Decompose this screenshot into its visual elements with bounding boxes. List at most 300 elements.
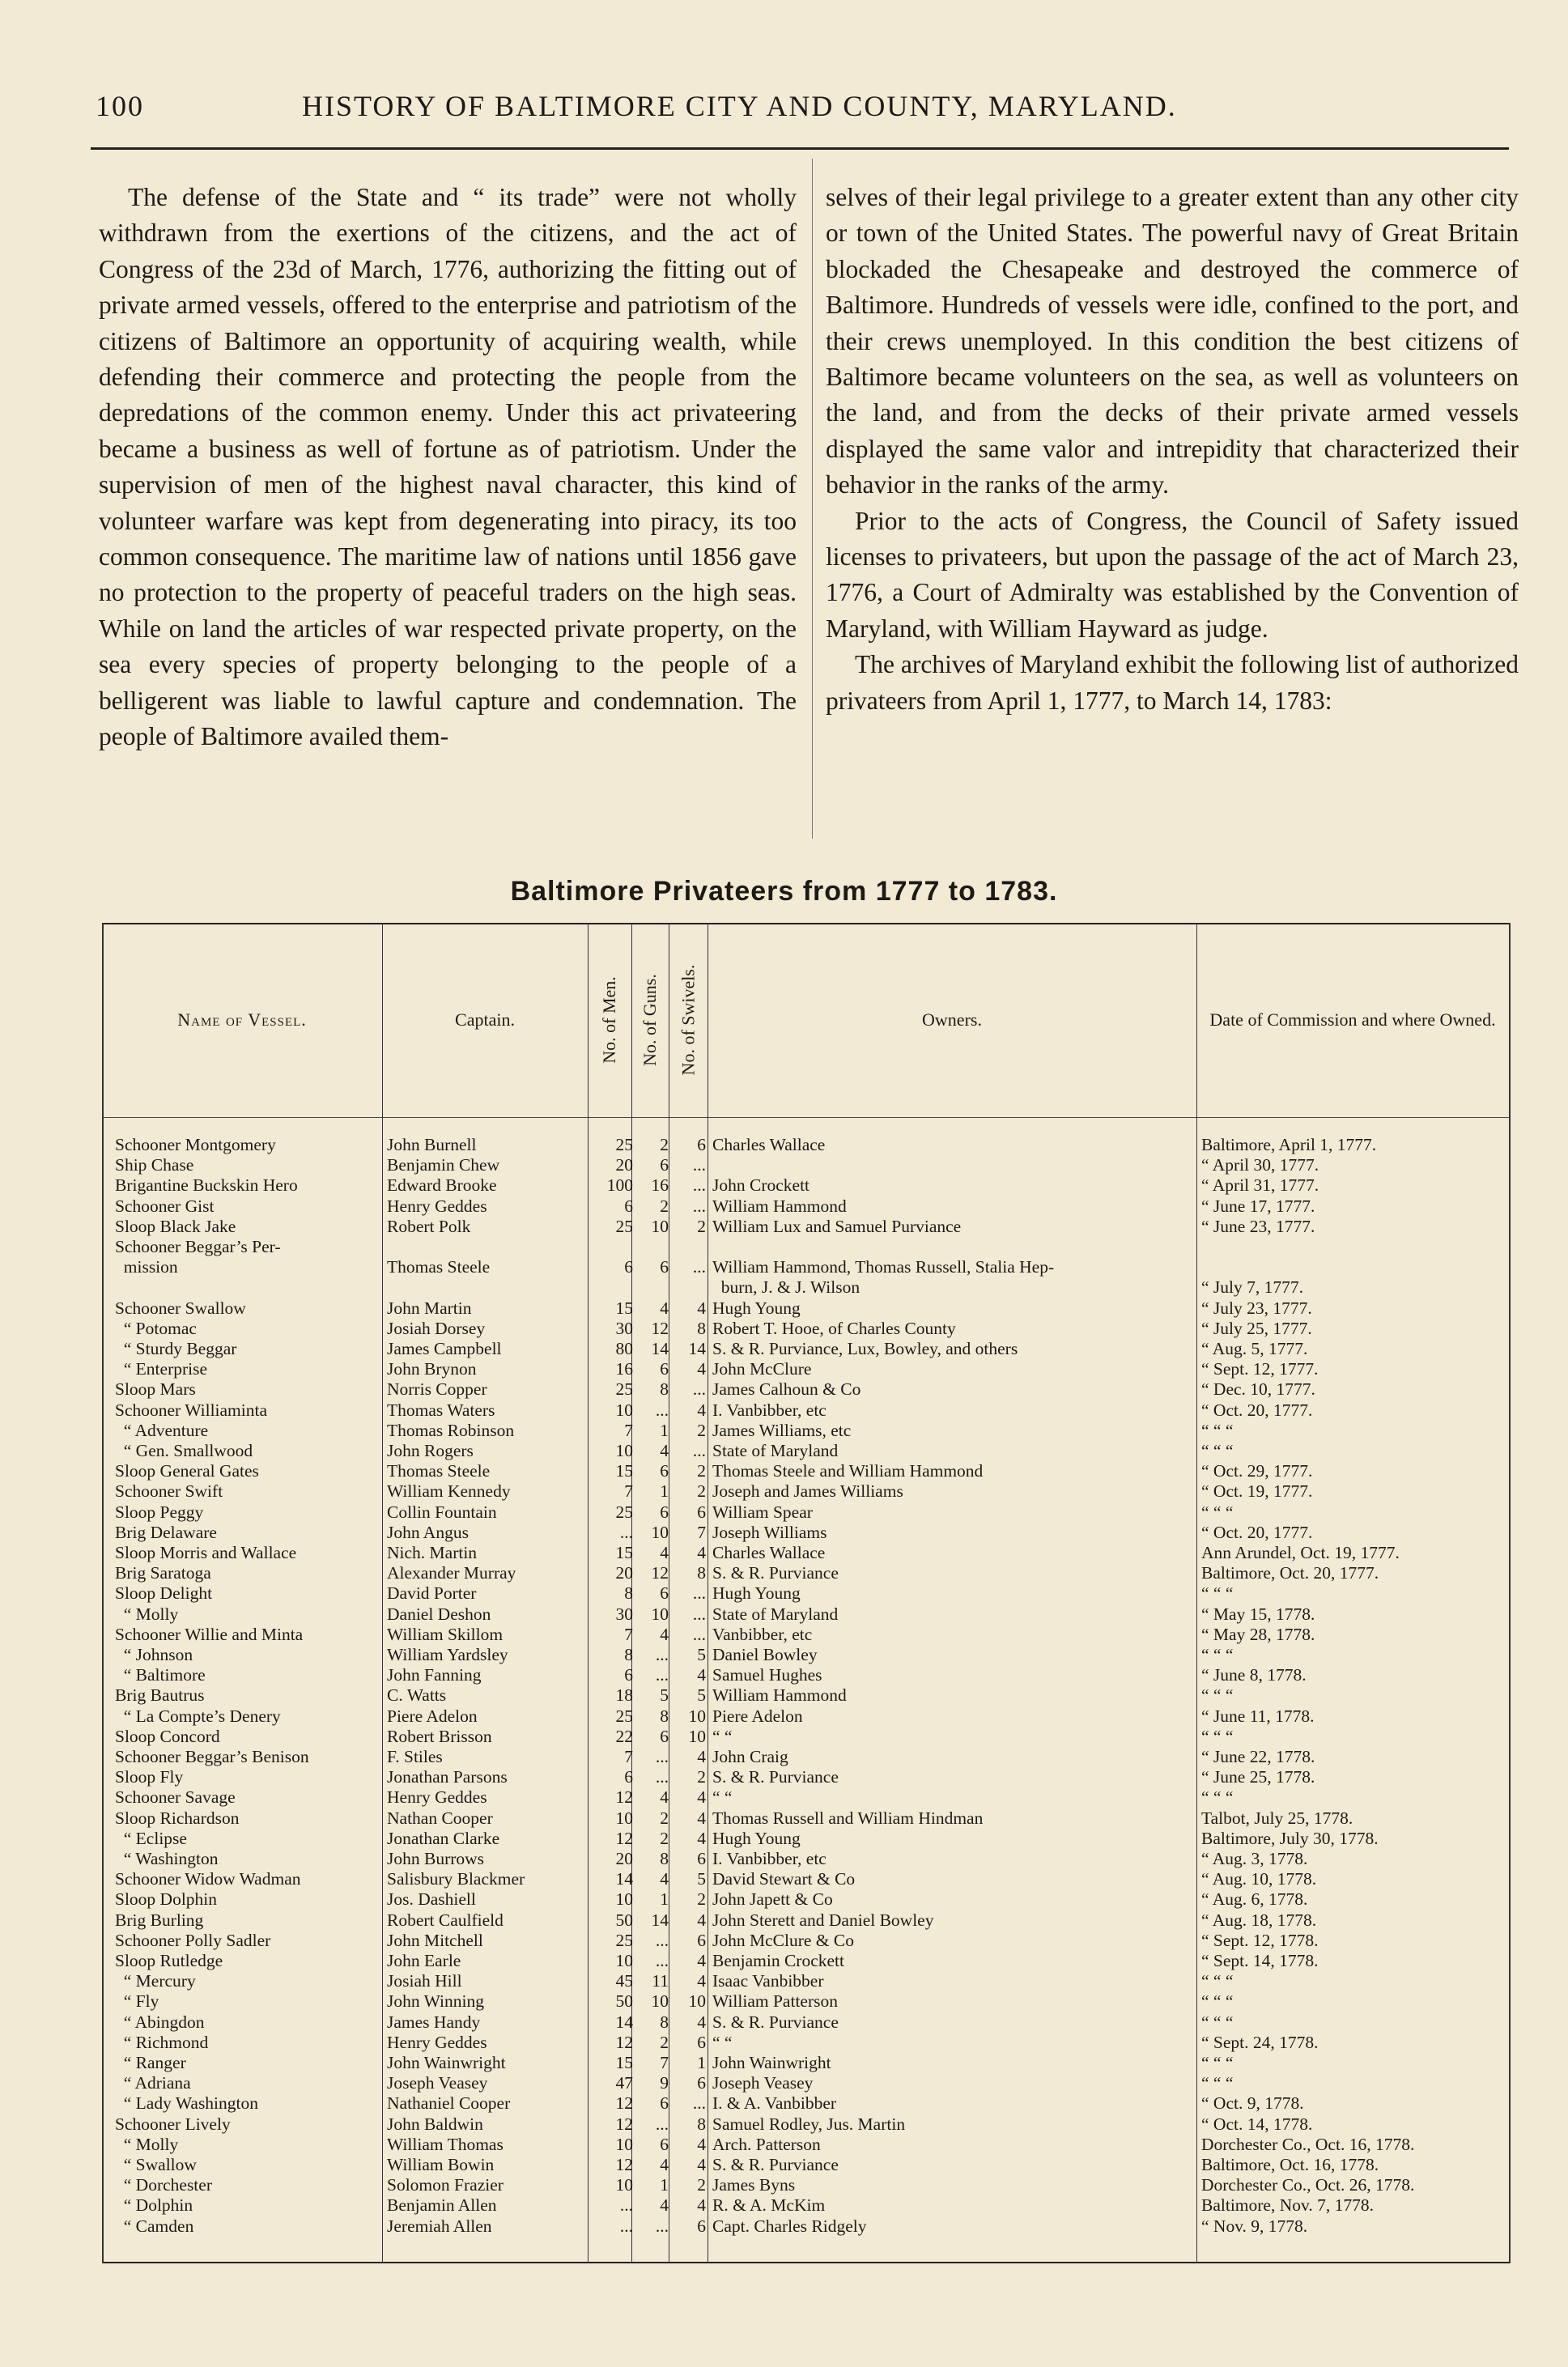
swivels-cell: 2 xyxy=(697,1889,706,1910)
captain-cell: Jos. Dashiell xyxy=(387,1889,476,1910)
table-header-rule xyxy=(102,1117,1511,1118)
captain-cell: Nich. Martin xyxy=(387,1543,478,1562)
owners-cell: Hugh Young xyxy=(712,1583,801,1604)
men-cell: 6 xyxy=(624,1257,633,1277)
captain-cell: James Handy xyxy=(387,2012,481,2032)
vessel-cell: “ Mercury xyxy=(115,1971,196,1991)
guns-cell: 4 xyxy=(660,2155,669,2174)
owners-cell: S. & R. Purviance xyxy=(712,2012,839,2032)
men-cell: 25 xyxy=(615,1930,633,1950)
table-row xyxy=(102,1829,1511,1848)
guns-cell: 1 xyxy=(660,1889,669,1910)
swivels-cell: 4 xyxy=(697,2012,706,2032)
swivels-cell: 1 xyxy=(697,2053,706,2072)
guns-cell: 4 xyxy=(660,1787,669,1808)
men-cell: 22 xyxy=(615,1726,633,1746)
swivels-cell: 4 xyxy=(697,1828,706,1848)
men-cell: 50 xyxy=(615,1991,633,2012)
left-text-column xyxy=(99,180,797,755)
men-cell: 10 xyxy=(615,2134,633,2154)
date-cell: “ June 17, 1777. xyxy=(1201,1196,1315,1216)
guns-cell: ... xyxy=(655,2216,669,2236)
date-cell: “ June 25, 1778. xyxy=(1201,1767,1315,1787)
guns-cell: 6 xyxy=(660,1257,669,1277)
date-cell: Talbot, July 25, 1778. xyxy=(1201,1808,1353,1828)
guns-cell: 6 xyxy=(660,1726,669,1746)
men-cell: 25 xyxy=(615,1135,633,1154)
vessel-cell: “ Baltimore xyxy=(115,1665,206,1685)
owners-cell: Joseph and James Williams xyxy=(712,1481,903,1502)
owners-cell: S. & R. Purviance, Lux, Bowley, and others xyxy=(712,1339,1018,1358)
table-row xyxy=(102,2093,1511,2113)
guns-cell: 8 xyxy=(660,1706,669,1726)
men-cell: 12 xyxy=(615,1787,633,1808)
men-cell: 50 xyxy=(615,1910,633,1930)
table-bottom-rule xyxy=(102,2262,1511,2263)
captain-cell: Salisbury Blackmer xyxy=(387,1869,525,1889)
guns-cell: 4 xyxy=(660,1543,669,1562)
table-row xyxy=(102,2175,1511,2195)
guns-cell: 2 xyxy=(660,1135,669,1154)
guns-cell: 6 xyxy=(660,1502,669,1522)
captain-cell: Thomas Steele xyxy=(387,1257,491,1277)
swivels-cell: ... xyxy=(692,1257,706,1277)
table-row xyxy=(102,2012,1511,2032)
captain-cell: John Fanning xyxy=(387,1665,482,1685)
captain-cell: Daniel Deshon xyxy=(387,1604,491,1624)
date-cell: “ “ “ xyxy=(1201,2012,1234,2032)
vessel-cell: Brig Delaware xyxy=(115,1522,217,1542)
vessel-cell: “ Dolphin xyxy=(115,2195,193,2216)
guns-cell: 8 xyxy=(660,2012,669,2032)
table-row xyxy=(102,1563,1511,1583)
vessel-cell: Sloop Delight xyxy=(115,1583,213,1604)
guns-cell: 2 xyxy=(660,2032,669,2052)
guns-cell: 1 xyxy=(660,1481,669,1502)
table-row xyxy=(102,1237,1511,1256)
vessel-cell: “ Abingdon xyxy=(115,2012,205,2032)
captain-cell: Thomas Steele xyxy=(387,1461,491,1481)
privateers-table xyxy=(102,923,1511,2267)
table-row xyxy=(102,1319,1511,1338)
table-row xyxy=(102,1910,1511,1930)
owners-cell: James Calhoun & Co xyxy=(712,1379,861,1400)
captain-cell: F. Stiles xyxy=(387,1747,443,1766)
owners-cell: S. & R. Purviance xyxy=(712,1563,839,1583)
owners-cell: John Sterett and Daniel Bowley xyxy=(712,1910,934,1930)
owners-cell: Samuel Hughes xyxy=(712,1665,822,1685)
date-cell: “ Aug. 18, 1778. xyxy=(1201,1910,1317,1930)
captain-cell: Thomas Waters xyxy=(387,1400,495,1420)
vessel-cell: Brig Bautrus xyxy=(115,1685,205,1706)
table-row xyxy=(102,1951,1511,1970)
guns-cell: ... xyxy=(655,1400,669,1420)
table-row xyxy=(102,1523,1511,1542)
men-cell: 6 xyxy=(624,1767,633,1787)
date-cell: Baltimore, Oct. 16, 1778. xyxy=(1201,2155,1379,2174)
vessel-cell: Brig Burling xyxy=(115,1910,204,1930)
swivels-cell: 10 xyxy=(688,1726,706,1746)
vessel-cell: Sloop Richardson xyxy=(115,1808,240,1828)
header-vessel: Name of Vessel. xyxy=(177,1009,307,1030)
swivels-cell: 5 xyxy=(697,1685,706,1706)
guns-cell: 10 xyxy=(651,1216,669,1236)
men-cell: 10 xyxy=(615,1808,633,1828)
owners-cell: John Wainwright xyxy=(712,2053,831,2072)
date-cell: “ “ “ xyxy=(1201,1971,1234,1991)
table-row xyxy=(102,1889,1511,1909)
header-men-label: No. of Men. xyxy=(599,976,620,1064)
table-row xyxy=(102,2114,1511,2134)
guns-cell: ... xyxy=(655,1930,669,1950)
swivels-cell: 4 xyxy=(697,1910,706,1930)
vessel-cell: Schooner Beggar’s Per- xyxy=(115,1237,281,1256)
table-row xyxy=(102,1727,1511,1746)
swivels-cell: 2 xyxy=(697,1767,706,1787)
men-cell: 25 xyxy=(615,1706,633,1726)
owners-cell: John Craig xyxy=(712,1747,788,1766)
owners-cell: Joseph Williams xyxy=(712,1522,827,1542)
captain-cell: Joseph Veasey xyxy=(387,2073,488,2093)
table-row xyxy=(102,1359,1511,1379)
swivels-cell: 6 xyxy=(697,2216,706,2236)
captain-cell: Nathaniel Cooper xyxy=(387,2093,511,2114)
vessel-cell: “ Sturdy Beggar xyxy=(115,1339,237,1358)
date-cell: “ Aug. 6, 1778. xyxy=(1201,1889,1308,1910)
guns-cell: ... xyxy=(655,1665,669,1685)
swivels-cell: ... xyxy=(692,1583,706,1604)
swivels-cell: 6 xyxy=(697,1849,706,1868)
vessel-cell: “ Molly xyxy=(115,1604,179,1624)
vessel-cell: “ La Compte’s Denery xyxy=(115,1706,281,1726)
owners-cell: Thomas Russell and William Hindman xyxy=(712,1808,984,1828)
swivels-cell: 4 xyxy=(697,1971,706,1991)
men-cell: 20 xyxy=(615,1155,633,1175)
date-cell: “ April 30, 1777. xyxy=(1201,1155,1319,1175)
captain-cell: Josiah Hill xyxy=(387,1971,462,1991)
swivels-cell: 4 xyxy=(697,2155,706,2174)
guns-cell: 9 xyxy=(660,2073,669,2093)
table-row xyxy=(102,1339,1511,1358)
vessel-cell: Schooner Lively xyxy=(115,2114,231,2134)
swivels-cell: 6 xyxy=(697,1135,706,1154)
owners-cell: Daniel Bowley xyxy=(712,1645,818,1664)
date-cell: “ Sept. 14, 1778. xyxy=(1201,1951,1319,1970)
guns-cell: ... xyxy=(655,1645,669,1664)
vessel-cell: Brigantine Buckskin Hero xyxy=(115,1175,298,1196)
men-cell: ... xyxy=(619,1522,633,1542)
captain-cell: John Baldwin xyxy=(387,2114,483,2134)
owners-cell: William Hammond xyxy=(712,1196,847,1216)
vessel-cell: Schooner Swallow xyxy=(115,1298,246,1318)
vessel-cell: “ Camden xyxy=(115,2216,194,2236)
table-row xyxy=(102,1991,1511,2011)
date-cell: Baltimore, Nov. 7, 1778. xyxy=(1201,2195,1374,2216)
guns-cell: 6 xyxy=(660,1583,669,1604)
captain-cell: James Campbell xyxy=(387,1339,502,1358)
men-cell: 14 xyxy=(615,1869,633,1889)
men-cell: 10 xyxy=(615,1889,633,1910)
owners-cell: State of Maryland xyxy=(712,1604,839,1624)
men-cell: 6 xyxy=(624,1196,633,1216)
table-row xyxy=(102,1787,1511,1807)
date-cell: “ July 23, 1777. xyxy=(1201,1298,1312,1318)
owners-cell: I. Vanbibber, etc xyxy=(712,1849,826,1868)
guns-cell: 2 xyxy=(660,1828,669,1848)
date-cell: “ Oct. 20, 1777. xyxy=(1201,1400,1313,1420)
date-cell: “ April 31, 1777. xyxy=(1201,1175,1319,1196)
captain-cell: William Thomas xyxy=(387,2134,504,2154)
guns-cell: 8 xyxy=(660,1849,669,1868)
swivels-cell: 4 xyxy=(697,1298,706,1318)
swivels-cell: 4 xyxy=(697,2134,706,2154)
captain-cell: Alexander Murray xyxy=(387,1563,516,1583)
men-cell: 7 xyxy=(624,1747,633,1766)
vessel-cell: “ Richmond xyxy=(115,2032,209,2052)
date-cell: “ June 22, 1778. xyxy=(1201,1747,1315,1766)
vessel-cell: “ Washington xyxy=(115,1849,219,1868)
owners-cell: Vanbibber, etc xyxy=(712,1624,813,1644)
guns-cell: 1 xyxy=(660,2175,669,2195)
date-cell: “ Oct. 14, 1778. xyxy=(1201,2114,1313,2134)
men-cell: 8 xyxy=(624,1645,633,1664)
owners-cell: Thomas Steele and William Hammond xyxy=(712,1461,984,1481)
owners-cell: Robert T. Hooe, of Charles County xyxy=(712,1318,956,1338)
paragraph: The archives of Maryland exhibit the following list of authorized privateers from April 1, 1777, to March 14, 1783: xyxy=(826,650,1519,715)
guns-cell: 5 xyxy=(660,1685,669,1706)
guns-cell: 10 xyxy=(651,1991,669,2012)
header-men xyxy=(588,931,631,1109)
men-cell: 15 xyxy=(615,1543,633,1562)
men-cell: 10 xyxy=(615,1400,633,1420)
men-cell: 20 xyxy=(615,1849,633,1868)
men-cell: 25 xyxy=(615,1216,633,1236)
vessel-cell: Brig Saratoga xyxy=(115,1563,211,1583)
swivels-cell: 4 xyxy=(697,1543,706,1562)
owners-cell: Charles Wallace xyxy=(712,1543,826,1562)
captain-cell: John Winning xyxy=(387,1991,484,2012)
men-cell: ... xyxy=(619,2216,633,2236)
table-row xyxy=(102,1767,1511,1787)
date-cell: “ Aug. 5, 1777. xyxy=(1201,1339,1308,1358)
swivels-cell: 2 xyxy=(697,1461,706,1481)
paragraph: Prior to the acts of Congress, the Council of Safety issued licenses to privateers, but upon the passage of the act of March 23, 1776, a Court of Admiralty was established by the Convention of Maryland, with William Hayward as judge. xyxy=(826,506,1519,643)
vessel-cell: Schooner Williaminta xyxy=(115,1400,268,1420)
header-owners: Owners. xyxy=(922,1009,982,1030)
vessel-cell: Sloop Black Jake xyxy=(115,1216,236,1236)
captain-cell: William Yardsley xyxy=(387,1645,508,1664)
paragraph: selves of their legal privilege to a greater extent than any other city or town of the United States. The powerful navy of Great Britain blockaded the Chesapeake and destroyed the commerce of Baltimore. Hundreds of vessels were idle, confined to the port, and their crews unemployed. In this condition the best citizens of Baltimore became volunteers on the sea, as well as volunteers on the land, and from the decks of their private armed vessels displayed the same valor and intrepidity that characterized their behavior in the ranks of the army. xyxy=(826,183,1519,499)
header-captain: Captain. xyxy=(455,1009,515,1030)
owners-cell: William Patterson xyxy=(712,1991,838,2012)
guns-cell: 10 xyxy=(651,1522,669,1542)
captain-cell: John Burnell xyxy=(387,1135,477,1154)
date-cell: “ “ “ xyxy=(1201,1420,1234,1440)
captain-cell: John Rogers xyxy=(387,1441,474,1460)
vessel-cell: Sloop Dolphin xyxy=(115,1889,218,1910)
captain-cell: Henry Geddes xyxy=(387,2032,487,2052)
owners-cell: Isaac Vanbibber xyxy=(712,1971,824,1991)
captain-cell: Benjamin Allen xyxy=(387,2195,497,2216)
table-row xyxy=(102,1441,1511,1460)
owners-cell: R. & A. McKim xyxy=(712,2195,826,2216)
vessel-cell: Sloop Mars xyxy=(115,1379,196,1400)
vessel-cell: “ Adriana xyxy=(115,2073,191,2093)
captain-cell: Nathan Cooper xyxy=(387,1808,493,1828)
table-row xyxy=(102,1196,1511,1216)
vessel-cell: Schooner Savage xyxy=(115,1787,236,1808)
table-row xyxy=(102,1645,1511,1664)
vessel-cell: “ Eclipse xyxy=(115,1828,187,1848)
date-cell: “ June 11, 1778. xyxy=(1201,1706,1315,1726)
captain-cell: John Angus xyxy=(387,1522,469,1542)
date-cell: “ Aug. 3, 1778. xyxy=(1201,1849,1308,1868)
guns-cell: 4 xyxy=(660,1624,669,1644)
table-row xyxy=(102,1604,1511,1624)
table-row xyxy=(102,2053,1511,2072)
table-row xyxy=(102,1175,1511,1195)
captain-cell: Robert Polk xyxy=(387,1216,471,1236)
swivels-cell: 2 xyxy=(697,1420,706,1440)
header-swivels xyxy=(669,931,708,1109)
owners-cell: William Hammond, Thomas Russell, Stalia Hep- xyxy=(712,1257,1055,1277)
men-cell: 8 xyxy=(624,1583,633,1604)
table-row xyxy=(102,1461,1511,1481)
men-cell: 45 xyxy=(615,1971,633,1991)
date-cell: “ July 25, 1777. xyxy=(1201,1318,1312,1338)
right-text-column xyxy=(826,180,1519,719)
guns-cell: 6 xyxy=(660,2134,669,2154)
date-cell: “ Oct. 20, 1777. xyxy=(1201,1522,1313,1542)
date-cell: “ “ “ xyxy=(1201,1685,1234,1706)
vessel-cell: Ship Chase xyxy=(115,1155,194,1175)
men-cell: 15 xyxy=(615,1298,633,1318)
swivels-cell: 5 xyxy=(697,1645,706,1664)
guns-cell: 6 xyxy=(660,1461,669,1481)
men-cell: 7 xyxy=(624,1481,633,1502)
table-row xyxy=(102,1502,1511,1522)
owners-cell: John Japett & Co xyxy=(712,1889,833,1910)
owners-cell: John McClure xyxy=(712,1359,812,1379)
guns-cell: 14 xyxy=(651,1339,669,1358)
owners-cell: I. Vanbibber, etc xyxy=(712,1400,826,1420)
vessel-cell: Schooner Beggar’s Benison xyxy=(115,1747,309,1766)
vessel-cell: Schooner Widow Wadman xyxy=(115,1869,301,1889)
men-cell: 7 xyxy=(624,1420,633,1440)
date-cell: “ “ “ xyxy=(1201,1502,1234,1522)
table-row xyxy=(102,1298,1511,1318)
date-cell: “ July 7, 1777. xyxy=(1201,1277,1304,1298)
swivels-cell: ... xyxy=(692,1624,706,1644)
table-row xyxy=(102,1155,1511,1175)
swivels-cell: 14 xyxy=(688,1339,706,1358)
swivels-cell: 6 xyxy=(697,1930,706,1950)
vessel-cell: “ Lady Washington xyxy=(115,2093,259,2114)
captain-cell: Edward Brooke xyxy=(387,1175,497,1196)
captain-cell: William Bowin xyxy=(387,2155,495,2174)
vessel-cell: Sloop Fly xyxy=(115,1767,184,1787)
owners-cell: Capt. Charles Ridgely xyxy=(712,2216,867,2236)
owners-cell: I. & A. Vanbibber xyxy=(712,2093,837,2114)
guns-cell: 7 xyxy=(660,2053,669,2072)
date-cell: “ Dec. 10, 1777. xyxy=(1201,1379,1315,1400)
men-cell: 15 xyxy=(615,1461,633,1481)
vessel-cell: “ Enterprise xyxy=(115,1359,208,1379)
vessel-cell: “ Gen. Smallwood xyxy=(115,1441,253,1460)
table-row xyxy=(102,2073,1511,2093)
table-row xyxy=(102,1217,1511,1236)
vessel-cell: Sloop Morris and Wallace xyxy=(115,1543,297,1562)
captain-cell: Robert Brisson xyxy=(387,1726,492,1746)
owners-cell: Benjamin Crockett xyxy=(712,1951,845,1970)
table-row xyxy=(102,1421,1511,1440)
swivels-cell: 8 xyxy=(697,2114,706,2134)
swivels-cell: 6 xyxy=(697,2032,706,2052)
owners-cell: James Byns xyxy=(712,2175,796,2195)
owners-cell: “ “ xyxy=(712,2032,733,2052)
men-cell: 12 xyxy=(615,2032,633,2052)
vessel-cell: “ Johnson xyxy=(115,1645,193,1664)
captain-cell: C. Watts xyxy=(387,1685,447,1706)
captain-cell: Solomon Frazier xyxy=(387,2175,504,2195)
guns-cell: 6 xyxy=(660,2093,669,2114)
captain-cell: Robert Caulfield xyxy=(387,1910,504,1930)
men-cell: 16 xyxy=(615,1359,633,1379)
guns-cell: 2 xyxy=(660,1808,669,1828)
date-cell: Dorchester Co., Oct. 16, 1778. xyxy=(1201,2134,1415,2154)
captain-cell: Henry Geddes xyxy=(387,1196,487,1216)
table-row xyxy=(102,2135,1511,2154)
owners-cell: “ “ xyxy=(712,1726,733,1746)
date-cell: “ Sept. 12, 1778. xyxy=(1201,1930,1319,1950)
guns-cell: 6 xyxy=(660,1359,669,1379)
swivels-cell: ... xyxy=(692,1379,706,1400)
vessel-cell: Schooner Gist xyxy=(115,1196,215,1216)
table-row xyxy=(102,1808,1511,1828)
men-cell: 30 xyxy=(615,1604,633,1624)
vessel-cell: “ Adventure xyxy=(115,1420,209,1440)
swivels-cell: 10 xyxy=(688,1706,706,1726)
swivels-cell: 4 xyxy=(697,1747,706,1766)
owners-cell: William Hammond xyxy=(712,1685,847,1706)
owners-cell: Arch. Patterson xyxy=(712,2134,821,2154)
vessel-cell: mission xyxy=(115,1257,178,1277)
men-cell: 7 xyxy=(624,1624,633,1644)
date-cell: “ May 15, 1778. xyxy=(1201,1604,1315,1624)
swivels-cell: 4 xyxy=(697,1951,706,1970)
swivels-cell: 4 xyxy=(697,1808,706,1828)
men-cell: 20 xyxy=(615,1563,633,1583)
men-cell: 10 xyxy=(615,1951,633,1970)
date-cell: “ “ “ xyxy=(1201,1441,1234,1460)
men-cell: 12 xyxy=(615,1828,633,1848)
date-cell: “ Oct. 29, 1777. xyxy=(1201,1461,1313,1481)
table-row xyxy=(102,1379,1511,1399)
captain-cell: John Earle xyxy=(387,1951,461,1970)
guns-cell: 8 xyxy=(660,1379,669,1400)
owners-cell: Samuel Rodley, Jus. Martin xyxy=(712,2114,906,2134)
guns-cell: 4 xyxy=(660,1441,669,1460)
captain-cell: John Brynon xyxy=(387,1359,477,1379)
vessel-cell: Sloop Concord xyxy=(115,1726,220,1746)
guns-cell: 12 xyxy=(651,1563,669,1583)
guns-cell: 12 xyxy=(651,1318,669,1338)
swivels-cell: 7 xyxy=(697,1522,706,1542)
owners-cell: burn, J. & J. Wilson xyxy=(712,1277,860,1298)
table-row xyxy=(102,2195,1511,2215)
table-row xyxy=(102,2033,1511,2052)
men-cell: 12 xyxy=(615,2155,633,2174)
